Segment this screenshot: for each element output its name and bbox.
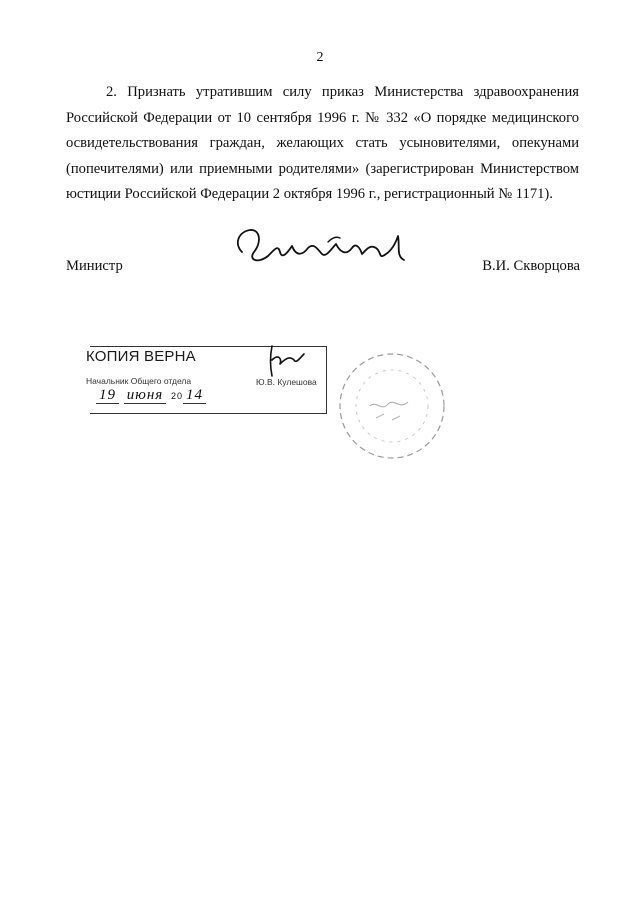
stamp-title: КОПИЯ ВЕРНА (86, 348, 196, 365)
stamp-role: Начальник Общего отдела (86, 376, 192, 386)
stamp-signature (262, 340, 312, 380)
minister-title: Министр (66, 258, 123, 274)
stamp-date-year-prefix: 20 (171, 391, 184, 401)
stamp-date-day: 19 (96, 387, 119, 404)
round-seal (336, 350, 448, 462)
stamp-date-year-suffix: 14 (183, 387, 206, 404)
stamp-date-month: июня (124, 387, 167, 404)
minister-name: В.И. Скворцова (482, 258, 580, 274)
stamp-date (96, 387, 206, 404)
body-paragraph: 2. Признать утратившим силу приказ Министерства здравоохранения Российской Федерации от 10 сентября 1996 г. № 332 «О порядке медицинского освидетельствования граждан, желающих стать усыновителями, опекунами (попечителями) или приемными родителями» (зарегистрирован Министерством юстиции Российской Федерации 2 октября 1996 г., регистрационный № 1171). (66, 84, 579, 202)
minister-signature (228, 222, 418, 274)
stamp-name: Ю.В. Кулешова (256, 377, 317, 387)
page-number: 2 (316, 50, 324, 65)
